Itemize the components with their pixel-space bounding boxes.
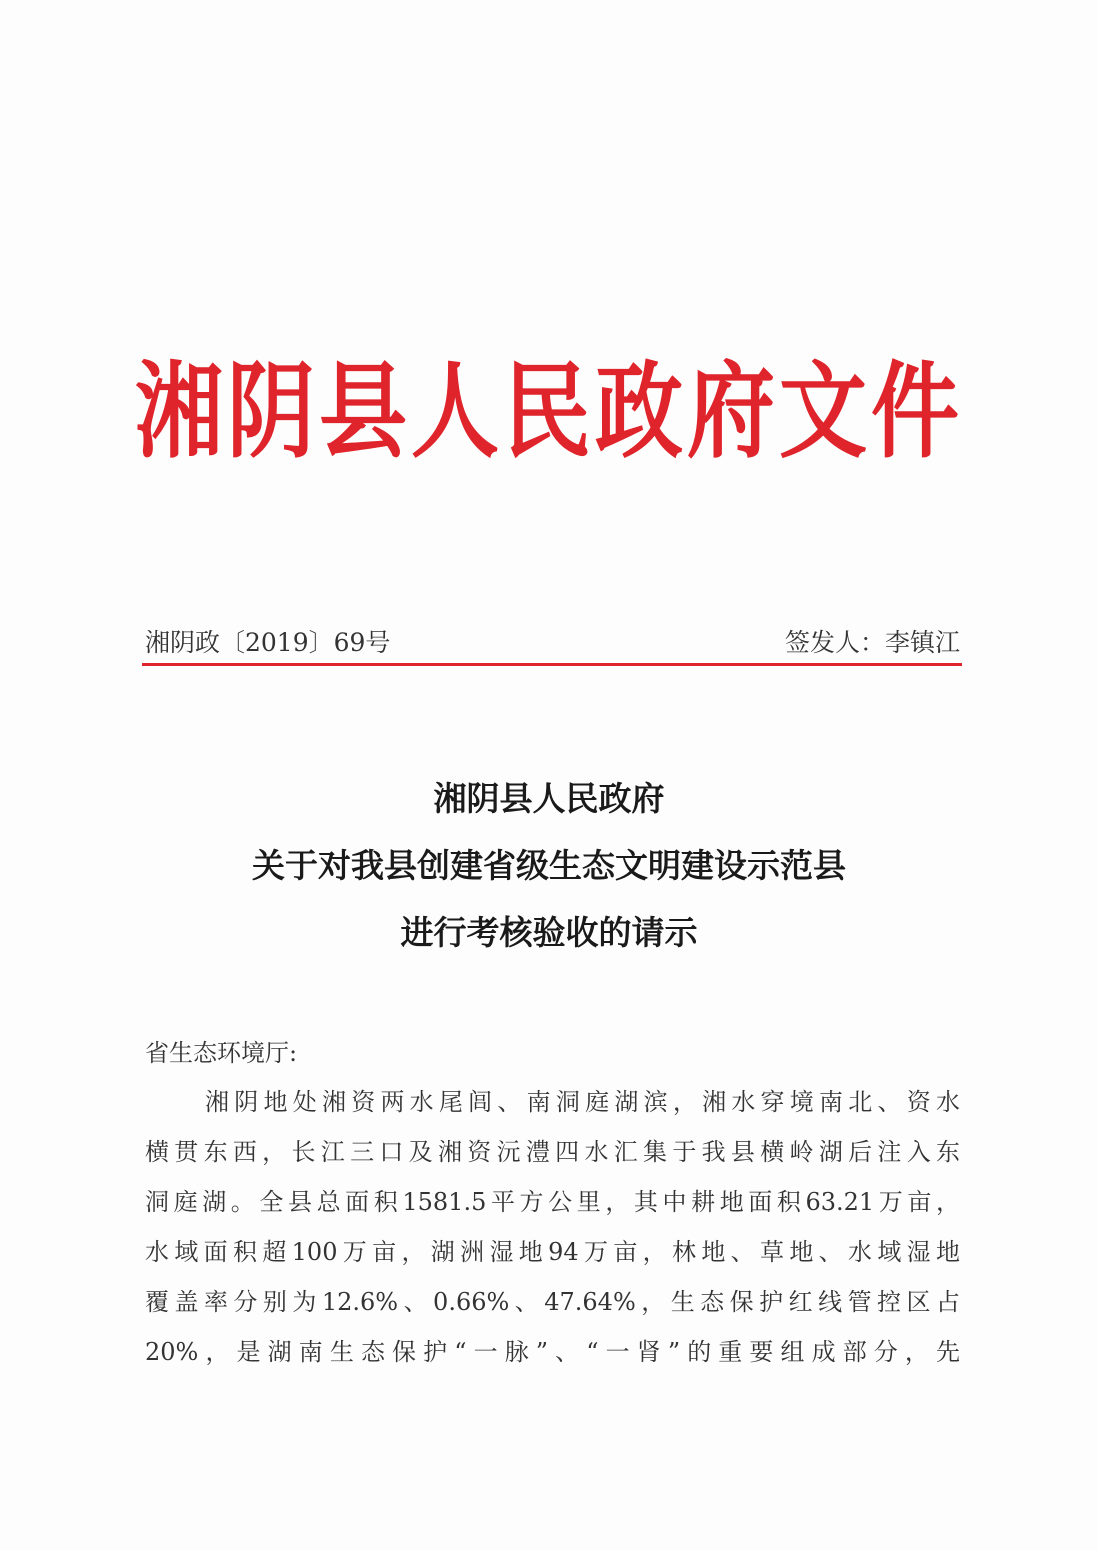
document-subject: [0, 765, 1098, 966]
addressee: 省生态环境厅:: [145, 1039, 298, 1067]
subject-line: 湘阴县人民政府: [433, 779, 665, 818]
body-line: 洞庭湖。全县总面积1581.5平方公里，其中耕地面积63.21万亩，: [145, 1188, 960, 1216]
body-line: 水域面积超100万亩，湖洲湿地94万亩，林地、草地、水域湿地: [145, 1238, 960, 1266]
subject-line: 进行考核验收的请示: [400, 913, 698, 952]
document-number: 湘阴政〔2019〕69号: [145, 628, 391, 657]
body-text: [145, 1082, 960, 1382]
body-line: 20%，是湖南生态保护“一脉”、“一肾”的重要组成部分，先: [145, 1338, 960, 1366]
signer: 签发人：李镇江: [784, 628, 960, 657]
red-divider: [142, 663, 962, 666]
document-header-title: 湘阴县人民政府文件: [134, 350, 963, 473]
document-meta: [145, 623, 960, 659]
subject-line: 关于对我县创建省级生态文明建设示范县: [252, 846, 846, 885]
body-line: 横贯东西，长江三口及湘资沅澧四水汇集于我县横岭湖后注入东: [145, 1138, 960, 1166]
body-line: 湘阴地处湘资两水尾闾、南洞庭湖滨，湘水穿境南北、资水: [205, 1088, 960, 1116]
body-line: 覆盖率分别为12.6%、0.66%、47.64%，生态保护红线管控区占: [145, 1288, 960, 1316]
